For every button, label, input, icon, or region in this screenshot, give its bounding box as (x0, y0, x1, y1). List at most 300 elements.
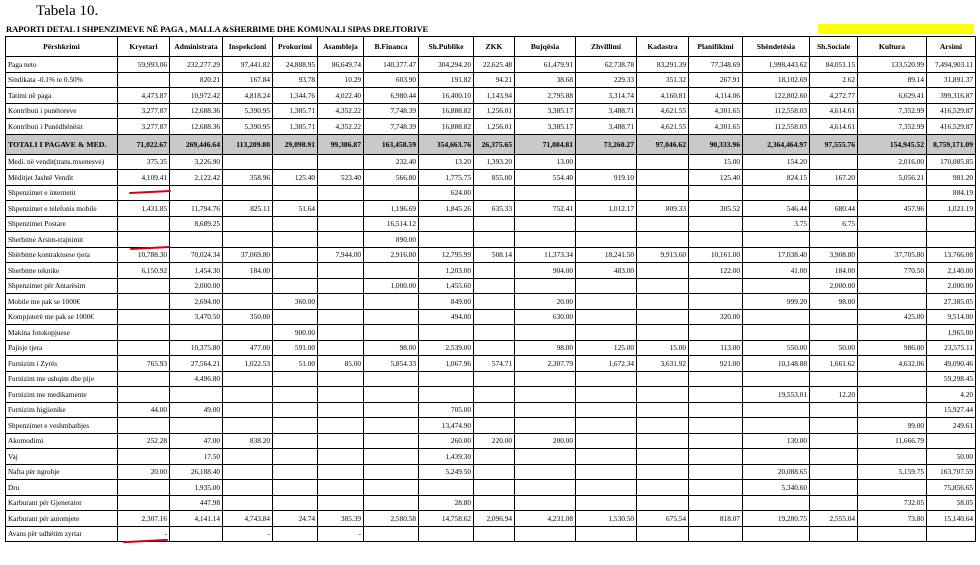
table-cell (474, 340, 515, 356)
table-cell: 41.00 (743, 263, 810, 279)
table-cell (810, 526, 858, 542)
table-cell (743, 371, 810, 387)
column-header: Zhvillimi (576, 37, 637, 57)
table-cell (318, 325, 364, 341)
table-cell (364, 294, 419, 310)
table-cell: 1,143.94 (474, 88, 515, 104)
table-row (6, 325, 976, 341)
table-cell (118, 325, 170, 341)
table-cell: 27,385.05 (927, 294, 976, 310)
table-cell (689, 495, 743, 511)
table-cell: 70,024.34 (170, 247, 223, 263)
table-cell (223, 449, 273, 465)
table-cell: 630.00 (515, 309, 576, 325)
table-row (6, 72, 976, 88)
table-cell (576, 449, 637, 465)
table-cell (810, 449, 858, 465)
table-cell: 2,016.00 (858, 154, 927, 170)
table-cell (118, 232, 170, 248)
column-header: Arsimi (927, 37, 976, 57)
table-cell (273, 232, 318, 248)
table-cell: 14,758.62 (419, 511, 474, 527)
table-cell (118, 216, 170, 232)
table-cell (637, 185, 689, 201)
table-cell: 477.00 (223, 340, 273, 356)
table-cell (515, 449, 576, 465)
table-cell: 900.00 (273, 325, 318, 341)
table-cell (576, 309, 637, 325)
table-cell (576, 154, 637, 170)
table-cell (515, 278, 576, 294)
table-cell (170, 185, 223, 201)
table-cell: 1,256.01 (474, 119, 515, 135)
row-label: Kontributi i punëtoreve (6, 103, 118, 119)
table-cell: 130.00 (743, 433, 810, 449)
expense-report-table (5, 36, 976, 542)
table-row (6, 294, 976, 310)
table-cell: 1,385.71 (273, 119, 318, 135)
table-cell (364, 480, 419, 496)
table-cell (223, 294, 273, 310)
table-cell: 4,818.24 (223, 88, 273, 104)
table-cell (223, 387, 273, 403)
table-cell: 2,096.94 (474, 511, 515, 527)
table-cell: 824.15 (743, 170, 810, 186)
table-cell (364, 526, 419, 542)
table-cell (576, 526, 637, 542)
table-cell (637, 154, 689, 170)
table-row (6, 449, 976, 465)
yellow-highlight-marker (818, 24, 974, 34)
table-cell (364, 185, 419, 201)
table-cell (810, 402, 858, 418)
table-cell: 3.75 (743, 216, 810, 232)
table-cell: 2,307.16 (118, 511, 170, 527)
table-cell: 624.00 (419, 185, 474, 201)
table-cell: 28.80 (419, 495, 474, 511)
table-cell: 17,038.40 (743, 247, 810, 263)
column-header: Sh.Sociale (810, 37, 858, 57)
table-cell: 47.00 (170, 433, 223, 449)
column-header: Administrata (170, 37, 223, 57)
table-cell: 1,439.30 (419, 449, 474, 465)
table-cell (318, 278, 364, 294)
table-cell: 154,945.52 (858, 134, 927, 154)
table-cell: 385.39 (318, 511, 364, 527)
table-cell: 884.19 (927, 185, 976, 201)
column-header: Prokurimi (273, 37, 318, 57)
table-cell (364, 418, 419, 434)
table-cell (515, 325, 576, 341)
table-row (6, 495, 976, 511)
table-cell (858, 294, 927, 310)
table-cell: 1,021.19 (927, 201, 976, 217)
table-cell: 49.00 (170, 402, 223, 418)
table-cell: 350.00 (223, 309, 273, 325)
table-cell: - (223, 526, 273, 542)
table-cell: 125.40 (689, 170, 743, 186)
table-cell: 89.14 (858, 72, 927, 88)
table-cell (515, 495, 576, 511)
table-cell: 11,666.79 (858, 433, 927, 449)
table-cell (858, 526, 927, 542)
table-cell (689, 216, 743, 232)
table-cell (576, 402, 637, 418)
table-cell: 163,458.59 (364, 134, 419, 154)
table-cell: 18,102.69 (743, 72, 810, 88)
table-cell (689, 402, 743, 418)
table-cell: 360.00 (273, 294, 318, 310)
table-cell (689, 449, 743, 465)
table-cell (858, 278, 927, 294)
table-cell: 220.00 (474, 433, 515, 449)
row-label: Pajisje tjera (6, 340, 118, 356)
row-label: Tatimi në paga (6, 88, 118, 104)
total-row (6, 134, 976, 154)
table-cell: 1,455.60 (419, 278, 474, 294)
table-cell (858, 449, 927, 465)
column-header: Kryetari (118, 37, 170, 57)
table-cell: 90,333.96 (689, 134, 743, 154)
table-cell (689, 433, 743, 449)
table-cell (118, 340, 170, 356)
table-header-row (6, 37, 976, 57)
table-cell: 191.82 (419, 72, 474, 88)
table-cell: - (318, 526, 364, 542)
table-cell: 4,231.08 (515, 511, 576, 527)
table-cell: 269,446.64 (170, 134, 223, 154)
table-cell (223, 185, 273, 201)
table-cell (576, 387, 637, 403)
table-cell: 2,555.04 (810, 511, 858, 527)
table-cell (474, 480, 515, 496)
table-cell: 19,553.01 (743, 387, 810, 403)
table-cell (273, 247, 318, 263)
table-cell: 249.61 (927, 418, 976, 434)
table-row (6, 464, 976, 480)
table-cell (689, 387, 743, 403)
table-cell (223, 278, 273, 294)
table-cell: 635.33 (474, 201, 515, 217)
table-cell (810, 185, 858, 201)
table-cell: 919.10 (576, 170, 637, 186)
table-cell: 494.00 (419, 309, 474, 325)
row-label: Furnizim me medikamente (6, 387, 118, 403)
table-cell (743, 495, 810, 511)
table-cell (318, 263, 364, 279)
table-row (6, 154, 976, 170)
row-label: Kompjuterë me pak se 1000€ (6, 309, 118, 325)
table-cell: 5,056.21 (858, 170, 927, 186)
table-cell (515, 418, 576, 434)
table-cell: 4,352.22 (318, 119, 364, 135)
table-row (6, 232, 976, 248)
table-cell: 416,529.87 (927, 119, 976, 135)
table-cell: 6,150.92 (118, 263, 170, 279)
table-cell (576, 495, 637, 511)
table-cell: 26,188.40 (170, 464, 223, 480)
table-cell (810, 154, 858, 170)
table-cell: 11,794.76 (170, 201, 223, 217)
table-cell: 61,479.91 (515, 57, 576, 73)
table-cell (810, 433, 858, 449)
table-cell (170, 232, 223, 248)
table-cell: 200.00 (515, 433, 576, 449)
table-cell: 98.00 (515, 340, 576, 356)
table-cell: 113.00 (689, 340, 743, 356)
table-cell (223, 232, 273, 248)
table-cell: 1,431.85 (118, 201, 170, 217)
table-row (6, 278, 976, 294)
table-cell (318, 154, 364, 170)
table-cell: 752.41 (515, 201, 576, 217)
table-cell: 1,256.01 (474, 103, 515, 119)
table-cell: 37,705.80 (858, 247, 927, 263)
table-cell (810, 495, 858, 511)
table-cell (515, 387, 576, 403)
table-cell: 523.40 (318, 170, 364, 186)
table-cell (810, 371, 858, 387)
table-cell (637, 402, 689, 418)
table-cell: 11,373.34 (515, 247, 576, 263)
column-header: Bujqësia (515, 37, 576, 57)
table-cell: 16,514.12 (364, 216, 419, 232)
table-cell (474, 464, 515, 480)
table-cell (689, 418, 743, 434)
table-cell (637, 526, 689, 542)
table-cell: 2,000.00 (810, 278, 858, 294)
table-row (6, 371, 976, 387)
table-cell (474, 263, 515, 279)
table-cell: 252.28 (118, 433, 170, 449)
table-cell (743, 418, 810, 434)
table-cell: 765.93 (118, 356, 170, 372)
table-cell (364, 387, 419, 403)
table-cell: 4,614.61 (810, 103, 858, 119)
table-cell (858, 185, 927, 201)
table-cell: 15,140.64 (927, 511, 976, 527)
table-cell: 7,748.39 (364, 119, 419, 135)
table-cell (637, 371, 689, 387)
table-cell (637, 278, 689, 294)
table-cell (318, 402, 364, 418)
table-cell: 140,377.47 (364, 57, 419, 73)
table-cell (223, 325, 273, 341)
table-cell: 1,775.75 (419, 170, 474, 186)
table-cell (223, 402, 273, 418)
table-cell (118, 480, 170, 496)
table-cell: 93.78 (273, 72, 318, 88)
table-cell: 2,539.00 (419, 340, 474, 356)
table-cell: 8,759,171.09 (927, 134, 976, 154)
table-cell (364, 495, 419, 511)
table-cell (743, 449, 810, 465)
row-label: Nafta për ngrohje (6, 464, 118, 480)
table-cell (927, 526, 976, 542)
table-cell: 3,314.74 (576, 88, 637, 104)
table-cell: 904.00 (515, 263, 576, 279)
table-cell: 113,209.80 (223, 134, 273, 154)
table-cell: 1,022.53 (223, 356, 273, 372)
row-label: Shpenzimet e internetit (6, 185, 118, 201)
table-cell: 2,580.58 (364, 511, 419, 527)
row-label: Shërbime kontraktuese tjera (6, 247, 118, 263)
table-cell (689, 278, 743, 294)
table-cell (474, 294, 515, 310)
table-cell (170, 325, 223, 341)
table-cell: 9,913.60 (637, 247, 689, 263)
table-cell: 3,385.17 (515, 119, 576, 135)
table-cell (637, 480, 689, 496)
table-cell (474, 216, 515, 232)
table-cell: 6,980.44 (364, 88, 419, 104)
table-cell: 37,069.80 (223, 247, 273, 263)
table-cell (743, 185, 810, 201)
table-cell: 17.50 (170, 449, 223, 465)
table-cell (318, 449, 364, 465)
table-cell: 10,972.42 (170, 88, 223, 104)
table-cell: 4,352.22 (318, 103, 364, 119)
table-cell (318, 201, 364, 217)
table-cell (223, 154, 273, 170)
table-cell (689, 526, 743, 542)
table-cell: 38.68 (515, 72, 576, 88)
table-cell (419, 371, 474, 387)
table-cell (273, 418, 318, 434)
table-cell (419, 480, 474, 496)
table-cell (689, 294, 743, 310)
table-cell: 13,474.90 (419, 418, 474, 434)
table-cell (318, 464, 364, 480)
table-cell: 399,316.87 (927, 88, 976, 104)
table-cell (576, 418, 637, 434)
table-cell (637, 170, 689, 186)
table-cell: 6,629.41 (858, 88, 927, 104)
table-cell (273, 387, 318, 403)
table-cell: 680.44 (810, 201, 858, 217)
table-cell: 260.00 (419, 433, 474, 449)
table-cell (223, 464, 273, 480)
table-cell: 320.00 (689, 309, 743, 325)
table-cell: 3,385.17 (515, 103, 576, 119)
table-cell: 1,845.26 (419, 201, 474, 217)
table-caption: Tabela 10. (36, 3, 99, 19)
table-cell (118, 371, 170, 387)
table-cell: 1,454.30 (170, 263, 223, 279)
table-cell: 4,022.40 (318, 88, 364, 104)
table-cell: 49,090.46 (927, 356, 976, 372)
table-cell (637, 387, 689, 403)
table-cell (419, 526, 474, 542)
table-cell: 3,488.71 (576, 103, 637, 119)
row-label: Makina fotokopjuese (6, 325, 118, 341)
table-cell: 305.52 (689, 201, 743, 217)
table-cell: 2,307.79 (515, 356, 576, 372)
table-cell: 1,196.69 (364, 201, 419, 217)
table-cell (637, 418, 689, 434)
table-cell (474, 449, 515, 465)
table-cell: 73.80 (858, 511, 927, 527)
table-cell (273, 278, 318, 294)
table-cell: 3,470.50 (170, 309, 223, 325)
table-cell (118, 294, 170, 310)
table-row (6, 170, 976, 186)
table-cell: 820.21 (170, 72, 223, 88)
table-cell (576, 278, 637, 294)
table-cell (474, 325, 515, 341)
table-cell: 125.40 (273, 170, 318, 186)
table-row (6, 247, 976, 263)
table-cell: 770.50 (858, 263, 927, 279)
table-cell: 163,707.59 (927, 464, 976, 480)
table-cell (223, 480, 273, 496)
table-cell (118, 309, 170, 325)
table-cell: 23,575.11 (927, 340, 976, 356)
column-header: Planifikimi (689, 37, 743, 57)
row-label: TOTALI I PAGAVE & MED. (6, 134, 118, 154)
table-cell: 94.21 (474, 72, 515, 88)
table-cell (223, 371, 273, 387)
table-cell: 12.20 (810, 387, 858, 403)
table-cell: 416,529.87 (927, 103, 976, 119)
table-cell: 51.64 (273, 201, 318, 217)
table-cell (637, 325, 689, 341)
table-cell: 133,520.99 (858, 57, 927, 73)
table-cell (576, 325, 637, 341)
table-row (6, 340, 976, 356)
table-cell (273, 449, 318, 465)
table-cell: 818.07 (689, 511, 743, 527)
table-cell (474, 526, 515, 542)
table-cell (170, 387, 223, 403)
table-body (6, 57, 976, 542)
table-cell: 6.75 (810, 216, 858, 232)
table-cell (318, 371, 364, 387)
table-cell (576, 433, 637, 449)
table-cell: 122.00 (689, 263, 743, 279)
table-cell (637, 449, 689, 465)
table-cell (810, 418, 858, 434)
table-cell (273, 263, 318, 279)
table-cell (474, 309, 515, 325)
row-label: Karburant për Gjenerator (6, 495, 118, 511)
table-cell (858, 402, 927, 418)
table-cell: 849.00 (419, 294, 474, 310)
column-header: Asambleja (318, 37, 364, 57)
table-cell: 20.00 (515, 294, 576, 310)
table-cell (637, 433, 689, 449)
table-cell (515, 371, 576, 387)
table-cell: 4,614.61 (810, 119, 858, 135)
table-cell: 20,088.65 (743, 464, 810, 480)
table-cell (364, 371, 419, 387)
table-cell: 10.29 (318, 72, 364, 88)
table-cell (474, 185, 515, 201)
table-cell: 705.00 (419, 402, 474, 418)
table-row (6, 57, 976, 73)
table-row (6, 418, 976, 434)
table-cell (637, 495, 689, 511)
table-cell: 4,272.77 (810, 88, 858, 104)
table-cell: 167.84 (223, 72, 273, 88)
table-cell: 566.80 (364, 170, 419, 186)
table-cell: 546.44 (743, 201, 810, 217)
table-cell: 10,148.88 (743, 356, 810, 372)
table-cell: 1,530.50 (576, 511, 637, 527)
table-cell: 550.00 (743, 340, 810, 356)
table-cell (318, 309, 364, 325)
table-cell: 98.00 (364, 340, 419, 356)
